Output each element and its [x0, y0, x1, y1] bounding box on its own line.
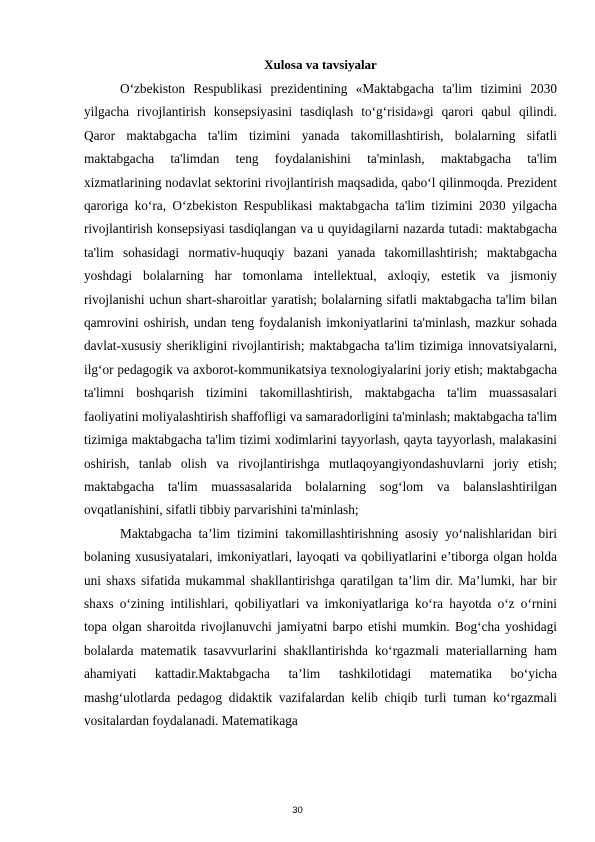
- section-title: Xulosa va tavsiyalar: [264, 57, 377, 72]
- document-body: [84, 56, 557, 732]
- paragraph-concept-decree: O‘zbekiston Respublikasi prezidentining «Maktabgacha ta'lim tizimini 2030 yilgacha rivojlantirish konsepsiyasini tasdiqlash to‘g‘risida»gi qarori qabul qilindi. Qaror maktabgacha ta'lim tizimini yanada takomillashtirish, bolalarning sifatli maktabgacha ta'limdan teng foydalanishini ta'minlash, maktabgacha ta'lim xizmatlarining nodavlat sektorini rivojlantirish maqsadida, qabo‘l qilinmoqda. Prezident qaroriga ko‘ra, O‘zbekiston Respublikasi maktabgacha ta'lim tizimini 2030 yilgacha rivojlantirish konsepsiyasi tasdiqlangan va u quyidagilarni nazarda tutadi: maktabgacha ta'lim sohasidagi normativ-huquqiy bazani yanada takomillashtirish; maktabgacha yoshdagi bolalarning har tomonlama intellektual, axloqiy, estetik va jismoniy rivojlanishi uchun shart-sharoitlar yaratish; bolalarning sifatli maktabgacha ta'lim bilan qamrovini oshirish, undan teng foydalanish imkoniyatlarini ta'minlash, mazkur sohada davlat-xususiy sherikligini rivojlantirish; maktabgacha ta'lim tizimiga innovatsiyalarni, ilg‘or pedagogik va axborot-kommunikatsiya texnologiyalarini joriy etish; maktabgacha ta'limni boshqarish tizimini takomillashtirish, maktabgacha ta'lim muassasalari faoliyatini moliyalashtirish shaffofligi va samaradorligini ta'minlash; maktabgacha ta'lim tizimiga maktabgacha ta'lim tizimi xodimlarini tayyorlash, qayta tayyorlash, malakasini oshirish, tanlab olish va rivojlantirishga mutlaqoyangiyondashuvlarni joriy etish; maktabgacha ta'lim muassasalarida bolalarning sog‘lom va balanslashtirilgan ovqatlanishini, sifatli tibbiy parvarishini ta'minlash;: [84, 81, 557, 518]
- paragraph-education-improvement: Maktabgacha ta’lim tizimini takomillashtirishning asosiy yo‘nalishlaridan biri bolaning xususiyatalari, imkoniyatlari, layoqati va qobiliyatlarini e’tiborga olgan holda uni shaxs sifatida mukammal shakllantirishga qaratilgan ta’lim dir. Ma’lumki, har bir shaxs o‘zining intilishlari, qobiliyatlari va imkoniyatlariga ko‘ra hayotda o‘z o‘rnini topa olgan sharoitda rivojlanuvchi jamiyatni barpo etishi mumkin. Bog‘cha yoshidagi bolalarda matematik tasavvurlarini shakllantirishda ko‘rgazmali materiallarning ham ahamiyati kattadir.Maktabgacha ta’lim tashkilotidagi matematika bo‘yicha mashg‘ulotlarda pedagog didaktik vazifalardan kelib chiqib turli tuman ko‘rgazmali vositalardan foydalanadi. Matematikaga: [84, 525, 557, 728]
- page-number: 30: [292, 805, 303, 816]
